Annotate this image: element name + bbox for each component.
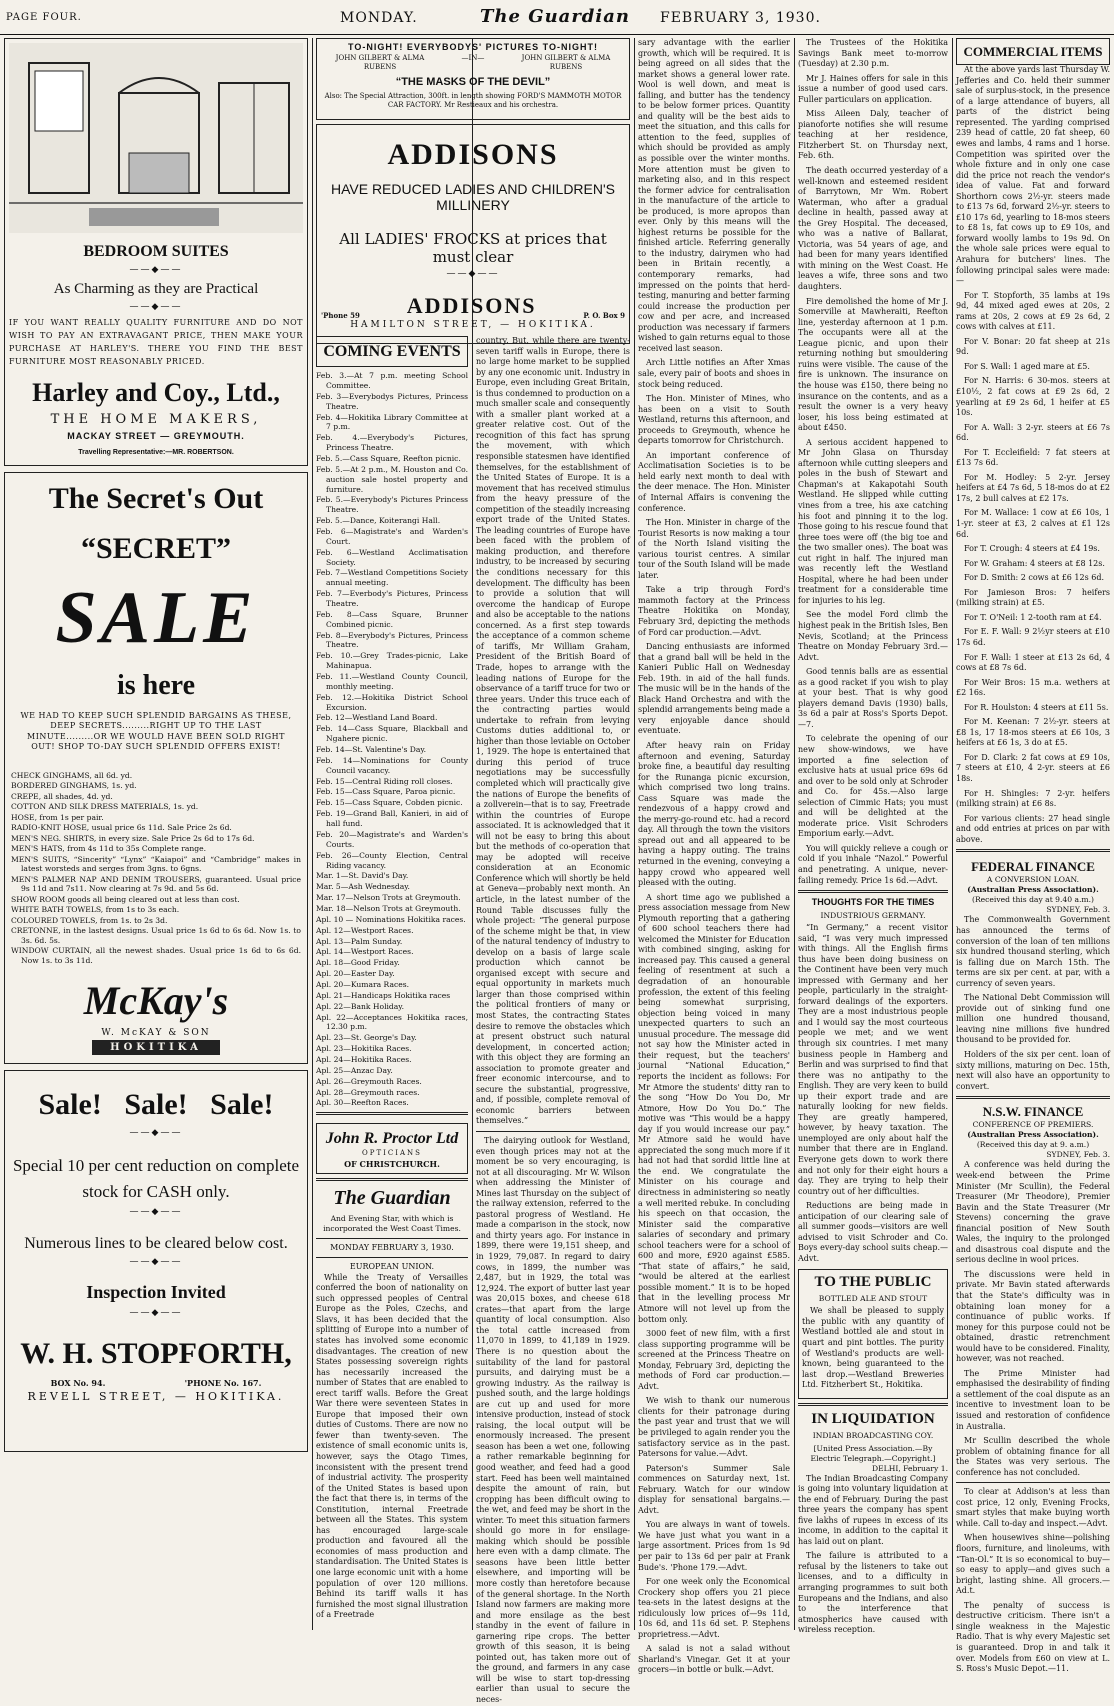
ornament-divider: ——◆——	[129, 1207, 183, 1218]
news-paragraph: We shall be pleased to supply the public with any quantity of Westland bottled ale and stout in quart and pint bottles. The purity of Westland's products are well-known, being guaranteed to the last drop.—Westland Breweries Ltd. Fitzherbert St., Hokitika.	[802, 1306, 944, 1390]
guardian-dateline: MONDAY FEBRUARY 3, 1930.	[330, 1242, 454, 1252]
divider	[316, 1238, 468, 1239]
news-paragraph: You are always in want of towels. We have just what you want in a large assortment. Prices from 1s 9d per pair to 13s 6d per pair at Frank Bude's. 'Phone 179.—Advt.	[638, 1520, 790, 1572]
ornament-divider: ——◆——	[129, 302, 183, 313]
stock-sale-item: For V. Bonar: 20 fat sheep at 21s 9d.	[956, 336, 1110, 357]
sale-items-list	[11, 771, 301, 965]
addisons-name: ADDISONS	[387, 138, 559, 171]
ornament-divider: ——◆——	[446, 269, 500, 280]
stopforth-inspection: Inspection Invited	[86, 1282, 226, 1303]
pictures-cast-left: JOHN GILBERT & ALMA RUBENS	[335, 53, 425, 72]
masthead-title: The Guardian	[480, 6, 630, 27]
event-item: Feb. 8—Cass Square, Brunner Combined picnic.	[316, 609, 468, 629]
news-paragraph: To celebrate the opening of our new show-windows, we have imported a fine selection of exclusive hats at usual price 69s 6d and over to be sold only at Schroder and Co. for 45s.—Also large selection of Cimmic Hats; you must and will be delighted at the moderate price. Visit Schroders Emporium early.—Advt.	[798, 734, 948, 839]
public-notice	[798, 1269, 948, 1399]
news-paragraph: For one week only the Economical Crockery shop offers you 21 piece tea-sets in the latest designs at the ridiculously low prices of—9s 11d, 10s 6d, and 11s 6d set. P. Stephens proprietress.—Advt.	[638, 1577, 790, 1639]
mckay-logo-sub: W. McKAY & SON	[101, 1028, 211, 1038]
news-paragraph: The Commonwealth Government has announced the terms of conversion of the loan of ten millions six hundred thousand sterling, which is falling due on March 15th. The terms are six per cent. at par, with a currency of seven years.	[956, 915, 1110, 988]
news-paragraph: A short time ago we published a press association message from New Plymouth reporting that a gathering of 600 school teachers there had welcomed the Minister for Education with combined singing, asking for increased pay. This caused a general feeling of resentment at such a degradation of an honourable profession, the extent of this feeling being somewhat surprising, objection being voiced in many unexpected quarters to such an unusual procedure. The message did not say how the Minister acted in their request, but the teachers' journal “National Education,” reports the incident as follows: For Mr Atmore the students' ditty ran to the song “How Do You Do, Mr Atmore, How Do You Do.” The motive was “This would be a happy day if you would increase our pay.” Mr Atmore said he would have appreciated the song much more if it had not had that sordid little line at the end. We congratulate the Minister on his courage and directness in administering so neatly a well merited rebuke. In concluding his speech on that occasion, the Minister said the comparative salaries of secondary and primary school teachers were for a school of 600 and more, £920 against £585. “That state of affairs,” he said, “would be altered at the earliest possible moment.” It is to be hoped that in the levelling process Mr Atmore will not level up from the bottom only.	[638, 892, 790, 1324]
stock-sale-item: For H. Shingles: 7 2-yr. heifers (milking strain) at £6 8s.	[956, 788, 1110, 809]
news-paragraph: 3000 feet of new film, with a first class supporting programme will be screened at the Princess Theatre on Monday, February 3rd, depicting the methods of Ford car production.—Advt.	[638, 1329, 790, 1391]
event-item: Feb. 5.—Dance, Koiterangi Hall.	[316, 516, 441, 526]
public-title: TO THE PUBLIC	[814, 1273, 932, 1290]
event-item: Feb. 15—Central Riding roll closes.	[316, 776, 453, 786]
event-item: Apl. 25—Anzac Day.	[316, 1065, 393, 1075]
pictures-cast	[320, 54, 626, 72]
events-column	[316, 336, 468, 1630]
event-item: Feb. 4.—Everybody's Pictures, Princess Theatre.	[316, 433, 468, 453]
stock-sale-item: For various clients: 27 head single and odd entries at prices on par with above.	[956, 813, 1110, 844]
mckay-logo-town: HOKITIKA	[92, 1040, 220, 1055]
ornament-divider: ——◆——	[129, 1308, 183, 1319]
proctor-town: OF CHRISTCHURCH.	[344, 1158, 440, 1169]
thoughts-sub: INDUSTRIOUS GERMANY.	[820, 910, 926, 920]
pictures-heading: TO-NIGHT! EVERYBODYS' PICTURES TO-NIGHT!	[348, 42, 598, 52]
column-rule	[794, 38, 795, 1630]
event-item: Apl. 23—St. George's Day.	[316, 1033, 417, 1043]
event-item: Apl. 20—Easter Day.	[316, 969, 395, 979]
divider	[956, 849, 1110, 852]
stock-sale-item: For T. O'Neil: 1 2-tooth ram at £4.	[964, 612, 1102, 622]
news-paragraph: See the model Ford climb the highest peak in the British Isles, Ben Nevis, Scotland; at the Princess Theatre on Monday February 3rd.—Advt.	[798, 610, 948, 662]
stopforth-address: REVELL STREET, — HOKITIKA.	[27, 1390, 285, 1404]
event-item: Feb. 5.—Everybody's Pictures Princess Theatre.	[316, 495, 468, 515]
stock-sale-item: For T. Stopforth, 35 lambs at 19s 9d, 44 mixed aged ewes at 20s, 2 rams at 20s, 2 cows at £9 2s 6d, 2 cows with calves at £11.	[956, 290, 1110, 332]
event-item: Feb. 8—Everybody's Pictures, Princess Theatre.	[316, 630, 468, 650]
news-paragraph: Mr J. Haines offers for sale in this issue a number of good used cars. Fuller particulars on application.	[798, 73, 948, 104]
event-item: Feb. 11.—Westland County Council, monthly meeting.	[316, 672, 468, 691]
news-paragraph: The failure is attributed to a refusal by the listeners to take out licenses, and to a difficulty in arranging programmes to suit both Europeans and the Indians, and also to the interference that atmospherics have caused with wireless reception.	[798, 1551, 948, 1635]
stopforth-phone: 'PHONE No. 167.	[184, 1377, 262, 1388]
nsw-dateline: SYDNEY, Feb. 3.	[1046, 1150, 1110, 1160]
page-number: PAGE FOUR.	[6, 12, 82, 23]
stock-sale-item: For Jamieson Bros: 7 heifers (milking strain) at £5.	[956, 587, 1110, 608]
secret-heading: The Secret's Out	[48, 482, 264, 515]
event-item: Feb. 14—Nominations for County Council vacancy.	[316, 755, 468, 775]
addisons-frocks: All LADIES' FROCKS at prices that must clear	[339, 230, 607, 267]
is-here-heading: is here	[116, 669, 196, 701]
secret-subheading: “SECRET”	[80, 531, 232, 565]
stock-sale-item: For Weir Bros: 15 m.a. wethers at £2 16s.	[956, 677, 1110, 698]
news-paragraph: A salad is not a salad without Sharland's Vinegar. Get it at your grocers—in bottle or bulk.—Advt.	[638, 1644, 790, 1675]
news-paragraph: When housewives shine—polishing floors, furniture, and linoleums, with “Tan-Ol.” It is so economical to buy—so easy to apply—and gives such a bright, lasting shine. All grocers.—Ad.t.	[956, 1533, 1110, 1596]
stock-sale-item: For N. Harris: 6 30-mos. steers at £10½, 2 fat cows at £9 2s 6d, 2 yearling at £9 2s 6d, 1 heifer at £5 10s.	[956, 376, 1110, 418]
event-item: Feb. 14—Cass Square, Blackball and Ngahere picnic.	[316, 724, 468, 744]
news-paragraph: A conference was held during the week-end between the Prime Minister (Mr Scullin), the Federal Treasurer (Mr Theodore), Premier Bavin and the State Treasurer (Mr Stevens) concerning the grave financial position of New South Wales, the inquiry to the prolonged and disastrous coal dispute and the serious decline in wool prices.	[956, 1160, 1110, 1265]
event-item: Mar. 1—St. David's Day.	[316, 871, 409, 881]
sale-item: MEN'S NEG. SHIRTS, in every size. Sale Price 2s 6d to 17s 6d.	[11, 833, 255, 843]
sale-item: WHITE BATH TOWELS, from 1s to 3s each.	[11, 905, 180, 915]
event-item: Feb. 15—Cass Square, Cobden picnic.	[316, 798, 463, 808]
sale-item: CREPE, all shades, 4d. yd.	[11, 791, 113, 801]
stock-sale-item: For S. Wall: 1 aged mare at £5.	[964, 361, 1090, 371]
event-item: Feb. 3—Everybodys Pictures, Princess Theatre.	[316, 391, 468, 411]
news-paragraph: Miss Aileen Daly, teacher of pianoforte notifies she will resume teaching at her residence, Fitzherbert St. on Thursday next, Feb. 6th.	[798, 109, 948, 161]
commercial-column	[956, 38, 1110, 1674]
news-paragraph: You will quickly relieve a cough or cold if you inhale “Nazol.” Powerful and penetrating. A unique, never-failing remedy. Price 1s 6d.—Advt.	[798, 843, 948, 885]
news-paragraph: The Trustees of the Hokitika Savings Bank meet to-morrow (Tuesday) at 2.30 p.m.	[798, 38, 948, 69]
pictures-title: “THE MASKS OF THE DEVIL”	[395, 76, 551, 89]
federal-source: (Australian Press Association).	[967, 885, 1099, 895]
sale-item: BORDERED GINGHAMS, 1s. yd.	[11, 781, 137, 791]
harley-address: MACKAY STREET — GREYMOUTH.	[67, 430, 245, 441]
nsw-sub: CONFERENCE OF PREMIERS.	[972, 1120, 1094, 1130]
column-rule	[634, 38, 635, 1630]
federal-sub: A CONVERSION LOAN.	[986, 875, 1080, 885]
event-item: Apl. 28—Greymouth races.	[316, 1087, 420, 1097]
event-item: Apl. 12—Westport Races.	[316, 925, 414, 935]
stock-sale-item: For D. Clark: 2 fat cows at £9 10s, 7 steers at £10, 4 2-yr. steers at £6 18s.	[956, 752, 1110, 783]
harley-advert	[4, 38, 308, 466]
news-paragraph: Fire demolished the home of Mr J. Somerville at Mawheraiti, Reefton line, yesterday afternoon at 1 p.m. The occupants were all at the League picnic, and upon their returning nothing but smouldering ruins were visible. The cause of the fire is unknown. The insurance on the house was £150, there being no insurance on the contents, and as a result the owner is a very heavy loser, his loss being estimated at about £450.	[798, 296, 948, 433]
divider	[316, 1112, 468, 1115]
sale-item: MEN'S PALMER NAP AND DENIM TROUSERS, guaranteed. Usual price 9s 11d and 7s11. Now clearing at 7s 9d. and 5s 6d.	[11, 874, 301, 894]
event-item: Feb. 15—Cass Square, Paroa picnic.	[316, 787, 456, 797]
event-item: Apl. 21—Handicaps Hokitika races	[316, 990, 451, 1000]
divider	[316, 1178, 468, 1181]
ornament-divider: ——◆——	[129, 264, 183, 275]
news-paragraph: Dancing enthusiasts are informed that a grand ball will be held in the Kanieri Public Hall on Wednesday Feb. 19th. in aid of the hall funds. The music will be in the hands of the Black Hand Orchestra and with the splendid arrangements being made a very enjoyable dance should eventuate.	[638, 642, 790, 736]
news-paragraph: sary advantage with the earlier growth, which will be required. It is being agreed on all sides that the market shows a general lower rate. Wool is well down, and meat is falling, and butter has the tendency to be below former prices. Quantity and quality will be the best aids to meet the situation, and this calls for attention to the feed, supplies of which should be provided as amply as possible over the winter months. More attention must be given to marketing also, and in this respect the former advice for centralisation in the manufacture of the article to be produced, is more apropos than ever. Only by this means will the highest returns be possible for the finished article. Referring generally to the industry, dairymen who had been in Britain recently, a contemporary remarks, had impressed on the points that herd-testing, manuring and better farming could increase the production per cow and per acre, and increased production was necessary if farmers wished to gain returns equal to those received last season.	[638, 38, 790, 353]
news-paragraph: To clear at Addison's at less than cost price, 12 only, Evening Frocks, smart styles that make buying worth while. Call to-day and inspect.—Advt.	[956, 1487, 1110, 1528]
local-news-column	[638, 38, 791, 1675]
divider	[476, 1131, 630, 1132]
sale-item: MEN'S HATS, from 4s 11d to 35s Complete range.	[11, 844, 207, 854]
event-item: Feb. 4—Hokitika Library Committee at 7 p.m.	[316, 412, 468, 432]
event-item: Apl. 10 — Nominations Hokitika races.	[316, 914, 466, 924]
stock-sale-item: For F. Wall: 1 steer at £13 2s 6d, 4 cows at £8 7s 6d.	[956, 652, 1110, 673]
event-item: Feb. 26—County Election, Central Riding vacancy.	[316, 850, 468, 870]
banner-ads	[316, 38, 630, 338]
federal-received: (Received this day at 9.40 a.m.)	[971, 895, 1094, 905]
event-item: Feb. 12.—Hokitika District School Excursion.	[316, 692, 468, 712]
event-item: Apl. 26—Greymouth Races.	[316, 1076, 422, 1086]
divider	[956, 1096, 1110, 1099]
events-list	[316, 371, 468, 1108]
sale-item: RADIO-KNIT HOSE, usual price 6s 11d. Sale Price 2s 6d.	[11, 823, 232, 833]
public-sub: BOTTLED ALE AND STOUT	[818, 1294, 928, 1304]
event-item: Feb. 3.—At 7 p.m. meeting School Committee.	[316, 371, 468, 390]
thoughts-title: THOUGHTS FOR THE TIMES	[811, 897, 935, 908]
harley-body: IF YOU WANT REALLY QUALITY FURNITURE AND DO NOT WISH TO PAY AN EXTRAVAGANT PRICE, THEN MAKE YOUR PURCHASE AT HARLEY'S. THERE YOU FIND THE BEST FURNITURE MOST REASONABLY PRICED.	[9, 318, 303, 366]
event-item: Feb. 19—Grand Ball, Kanieri, in aid of hall fund.	[316, 809, 468, 829]
dairying-paragraph: The dairying outlook for Westland, even though prices may not at the moment be so very encouraging, is not at all discouraging. Mr W. Wilson when addressing the Minister of Mines last Thursday on the subject of the railway extension, referred to the pastoral progress of Westland. He made a comparison in the stock, now and thirty years ago. For instance in 1899, there were 19,151 sheep, and in 1929, 79,087. In regard to dairy cows, in 1899, the number was 2,487, but in 1929, the total was 12,924. The export of butter last year was 20,015 boxes, and cheese 618 crates—that apart from the large quantity of local consumption. Also the total cattle increased from 11,070 in 1899, to 41,189 in 1929. There is no question about the suitability of the land for pastoral pursuits, and dairying must be a growing industry. As the railway is pushed south, and the large holdings are cut up and used for more intensive production, instead of stock raising, the local output will be enormously increased. The present season has been a wet one, following a rather remarkable beginning for good weather, and feed had a good start. Feed has been well maintained despite the amount of rain, but cropping has been difficult owing to the wet, and feed may be short in the winter. To meet this situation farmers should go more in for ensilage-making which should be possible here even with a damp climate. The seasons have been little better elsewhere, and importing will be more costly than heretofore because of the general shortage. In the North Island now farmers are making more and more ensilage as the best standby in the event of failure in garnering ripe crops. The better growth of this season, it is being pointed out, has taken more out of the ground, and farmers in any case will be wise to start top-dressing earlier than usual to secure the neces-	[476, 1136, 630, 1704]
stock-sale-item: For T. Eccleifield: 7 fat steers at £13 7s 6d.	[956, 447, 1110, 468]
masthead-date: FEBRUARY 3, 1930.	[660, 10, 821, 26]
news-paragraph: Reductions are being made in anticipation of our clearing sale of all summer goods—visitors are well advised to visit Schroder and Co. Boys every-day school suits cheap.—Advt.	[798, 1201, 948, 1263]
proctor-name: John R. Proctor Ltd	[325, 1130, 459, 1148]
pictures-advert	[316, 38, 630, 120]
stopforth-contact	[11, 1378, 301, 1389]
event-item: Feb. 5.—Cass Square, Reefton picnic.	[316, 453, 461, 463]
stock-sale-item: For A. Wall: 3 2-yr. steers at £6 7s 6d.	[956, 422, 1110, 443]
news-paragraph: Mr Scullin described the whole problem of obtaining finance for all the States was very serious. The conference has not concluded.	[956, 1436, 1110, 1477]
news-paragraph: Paterson's Summer Sale commences on Saturday next, 1st. February. Watch for our window display for sensational bargains.—Advt.	[638, 1463, 790, 1515]
ornament-divider: ——◆——	[129, 1127, 183, 1138]
news-paragraph: The Hon. Minister of Mines, who has been on a visit to South Westland, returns this afternoon, and proceeds to Greymouth, whence he departs tomorrow for Christchurch.	[638, 394, 791, 446]
event-item: Apl. 22—Bank Holiday.	[316, 1001, 405, 1011]
news-paragraph: The Hon. Minister in charge of the Tourist Resorts is now making a tour of the North Island visiting the various tourist centres. A similar tour of the South Island will be made later.	[638, 518, 790, 580]
divider	[798, 1403, 948, 1406]
event-item: Feb. 10.—Grey Trades-picnic, Lake Mahinapua.	[316, 651, 468, 671]
stock-sale-item: For D. Smith: 2 cows at £6 12s 6d.	[964, 573, 1104, 583]
sale-item: CHECK GINGHAMS, all 6d. yd.	[11, 771, 133, 780]
stock-sale-item: For E. F. Wall: 9 2½yr steers at £10 17s 6d.	[956, 627, 1110, 647]
news-paragraph: The death occurred yesterday of a well-known and esteemed resident of Barrytown, Mr Wm. Robert Waterman, who after a gradual decline in health, passed away at the Grey Hospital. The deceased, who was a native of Ballarat, Victoria, was 54 years of age, and had been for many years identified with mining on the West Coast. He leaves a wife, three sons and two daughters.	[798, 166, 948, 292]
news-paragraph: The penalty of success is destructive criticism. There isn't a single weakness in the Majestic Radio. That is why every Majestic set is guaranteed. Drop in and talk it over. Models from £60 on view at L. S. Ross's Music Depot.—11.	[956, 1600, 1110, 1674]
stopforth-advert	[4, 1070, 308, 1452]
divider	[956, 1482, 1110, 1483]
bedroom-suite-illustration	[9, 43, 303, 233]
divider	[316, 1257, 468, 1258]
stopforth-discount: Special 10 per cent reduction on complete stock for CASH only.	[12, 1156, 300, 1201]
masthead-day: MONDAY.	[340, 10, 418, 26]
sales-list	[956, 291, 1110, 846]
event-item: Feb. 6—Westland Acclimatisation Society.	[316, 547, 468, 567]
guardian-title: The Guardian	[333, 1187, 451, 1210]
news-paragraph: Arch Little notifies an After Xmas sale, every pair of boots and shoes in stock being reduced.	[638, 358, 790, 389]
stock-sale-item: For W. Graham: 4 steers at £8 12s.	[964, 558, 1105, 568]
editorial-column	[476, 336, 630, 1704]
proctor-advert	[316, 1123, 468, 1174]
stock-sale-item: For T. Crough: 4 steers at £4 19s.	[964, 544, 1100, 554]
guardian-sub: And Evening Star, with which is incorporated the West Coast Times.	[323, 1213, 461, 1233]
sale-intro: WE HAD TO KEEP SUCH SPLENDID BARGAINS AS THESE, DEEP SECRETS.........RIGHT UP TO THE LAST MINUTE.........OR WE WOULD HAVE BEEN SOLD RIGHT OUT! SHOP TO-DAY SUCH SPLENDID OFFERS EXIST!	[20, 710, 292, 752]
news-paragraph: At the above yards last Thursday W. Jefferies and Co. held their summer sale of surplus-stock, in the presence of a large attendance of buyers, all parts of the district being represented. The yarding comprised 239 head of cattle, 20 fat sheep, 60 ewes and lambs, 4 rams and 1 horse. Competition was spirited over the whole fixture and in only one case did the price not reach the vendor's idea of value. Fat and forward Shorthorn cows 2½-yr. steers made to £13 7s 6d, forward 2½-yr. steers to £10 17s 6d, yearling to 18-mos steers to £8 1s, fat cows up to £9 10s, and forward woolly lambs to 19s 9d. On the whole sale prices were equal to Arahura for butchers' lines. The following principal sales were made:—	[956, 65, 1110, 286]
nsw-received: (Received this day at 9. a.m.)	[976, 1140, 1090, 1150]
event-item: Apl. 13—Palm Sunday.	[316, 936, 403, 946]
event-item: Mar. 5—Ash Wednesday.	[316, 882, 410, 892]
pictures-cast-right: JOHN GILBERT & ALMA RUBENS	[521, 53, 611, 72]
stock-sale-item: For M. Hodley: 5 2-yr. Jersey heifers at £4 7s 6d, 5 18-mos do at £2 17s, 2 bull calves at £2 17s.	[956, 472, 1110, 503]
events-title: COMING EVENTS	[316, 336, 468, 367]
event-item: Mar. 18—Nelson Trots at Greymouth.	[316, 903, 461, 913]
stopforth-sale-heading: Sale! Sale! Sale!	[38, 1088, 274, 1121]
liquidation-dateline: DELHI, February 1.	[872, 1463, 948, 1473]
pictures-also: Also: The Special Attraction, 300ft. in length showing FORD'S MAMMOTH MOTOR CAR FACTORY. Mr Restieaux and his orchestra.	[324, 91, 622, 110]
harley-sub: THE HOME MAKERS,	[50, 411, 262, 427]
sale-item: WINDOW CURTAIN, all the newest shades. Usual price 1s 6d to 6s 6d. Now 1s. to 3s 11d.	[11, 946, 301, 965]
sale-item: COLOURED TOWELS, from 1s. to 2s 3d.	[11, 915, 168, 925]
mckay-logo	[11, 975, 301, 1055]
event-item: Feb. 20—Magistrate's and Warden's Courts.	[316, 829, 468, 849]
page-masthead	[0, 0, 1114, 35]
nsw-title: N.S.W. FINANCE	[982, 1104, 1084, 1120]
event-item: Feb. 5.—At 2 p.m., M. Houston and Co. auction sale hostel property and furniture.	[316, 464, 468, 494]
news-column-five	[798, 38, 948, 1635]
liquidation-sub: INDIAN BROADCASTING COY.	[812, 1431, 934, 1441]
news-paragraph: Take a trip through Ford's mammoth factory at the Princess Theatre Hokitika on Monday, February 3rd, depicting the methods of Ford car production.—Advt.	[638, 585, 790, 637]
event-item: Feb. 7—Westland Competitions Society annual meeting.	[316, 568, 468, 588]
event-item: Feb. 12—Westland Land Board.	[316, 713, 438, 723]
addisons-footer	[321, 291, 625, 320]
editorial-paragraph: While the Treaty of Versailles conferred the boon of nationality on such oppressed peoples of Central Europe as the Poles, Czechs, and Slavs, it has been decided that the splitting of Europe into a number of states has involved some economic disadvantages. The creation of new States possessing sovereign rights has necessarily increased the number of States that are enabled to erect tariff walls. Before the Great War there were seventeen States in Europe that imposed their own duties of Customs. There are now no fewer than twenty-seven. The existence of small economic units is, however, says the Otago Times, inconsistent with the present trend of industrial activity. The prosperity of the United States is based upon the fact that there is, in terms of the Constitution, internal Freetrade between all the States. This system has encouraged large-scale production and favoured all the economies of mass production and standardisation. The United States is one large economic unit with a home population of over 120 millions. Behind its tariff walls it has furnished the most signal illustration of a Freetrade	[316, 1272, 468, 1620]
event-item: Feb. 6—Magistrate's and Warden's Court.	[316, 527, 468, 546]
stock-sale-item: For M. Keenan: 7 2½-yr. steers at £8 1s, 17 18-mos steers at £6 10s, 3 heifers at £6 1s, 3 do at £5.	[956, 717, 1110, 748]
harley-tagline: As Charming as they are Practical	[53, 280, 259, 297]
pictures-in: —IN—	[461, 53, 485, 62]
addisons-phone: 'Phone 59	[321, 310, 360, 320]
event-item: Feb. 7—Everbody's Pictures, Princess Theatre.	[316, 589, 468, 609]
nsw-source: (Australian Press Association).	[967, 1130, 1099, 1140]
liquidation-title: IN LIQUIDATION	[811, 1410, 935, 1427]
event-item: Apl. 18—Good Friday.	[316, 958, 400, 968]
editorial-paragraph: country. But, while there are twenty-seven tariff walls in Europe, there is no large home market to be supplied by any one economic unit. Industry in Europe, even including Great Britain, is thus condemned to production on a much smaller scale and consequently with a smaller plant worked at a greater relative cost. Out of the recognition of this fact has sprung the movement, with which responsible statesmen have identified themselves, for the establishment of the United States of Europe. It is a movement that has received stimulus from the heavy pressure of the competition of the steadily increasing export trade of the United States. The leading countries of Europe have been faced with the problem of making production, and therefore industry, to be increased by securing the conditions necessary for this development. The difficulty has been to provide a solution that will overcome the handicap of Europe and also be acceptable to the nations concerned. As a first step towards the acceptance of a common scheme of tariffs, Mr William Graham, President of the British Board of Trade, hopes to arrange with the leading nations of Europe for the observance of a tariff truce for two or three years. Under this truce each of the contracting parties would undertake to refrain from levying Customs duties additional to, or higher than those leviable on October 1, 1929. The hope is entertained that during this period of truce negotiations may be successfully completed which will practically give the nations of Europe the benefits of a zollverein—that is to say, Freetrade within the countries of Europe associated. It is acknowledged that it will not be easy to bring this about but the methods of co-operation that may be adopted will receive consideration at an Economic Conference which will shortly be held at Geneva—probably next month. An article, in the latest number of the Round Table discusses fully the whole project: “The general purpose of the scheme might be that, in view of the natural tendency of industry to develop on a basis of large scale production which cannot be organised except with secure and equal opportunity in markets much larger than those comprised within the political frontiers of many or most States, the contracting States desire to remove the obstacles which at present obstruct such natural development, in concerted action; with this object they are forming an association to promote greater and freer economic intercourse, and to secure the substantial, progressive, and, if possible, complete removal of economic barriers between themselves.”	[476, 336, 630, 1126]
sale-item: MEN'S SUITS, “Sincerity” “Lynx” “Kaiapoi” and “Cambridge” makes in latest worsteds and serges from 3gns. to 6gns.	[11, 854, 301, 874]
harley-firm: Harley and Coy., Ltd.,	[32, 378, 280, 408]
news-paragraph: A serious accident happened to Mr John Glasa on Thursday afternoon while cutting sleepers and poles in the bush of Stewart and Chapman's at Kakapotahi South Westland. He slipped while cutting vines from a tree, his axe catching his foot and pinning it to the log. Those going to his rescue found that three toes were off (the big toe and the two smaller ones). The boat was cut right in half. The injured man was recently left the Westland Hospital, where he had been under treatment for a considerable time for injuries to his leg.	[798, 437, 948, 605]
addisons-millinery: HAVE REDUCED LADIES AND CHILDREN'S MILLINERY	[330, 180, 616, 214]
harley-rep: Travelling Representative:—MR. ROBERTSON.	[78, 448, 234, 456]
stock-sale-item: For M. Wallace: 1 cow at £6 10s, 1 1-yr. steer at £3, 2 calves at £1 12s 6d.	[956, 508, 1110, 539]
stock-sale-item: For R. Houlston: 4 steers at £11 5s.	[964, 702, 1109, 712]
news-paragraph: We wish to thank our numerous clients for their patronage during the past year and trust that we will be privileged to again render you the satisfactory service as in the past. Patersons for value.—Advt.	[638, 1396, 790, 1459]
event-item: Apl. 14—Westport Races.	[316, 947, 414, 957]
news-paragraph: After heavy rain on Friday afternoon and evening, Saturday broke fine, a beautiful day resulting for the Runanga picnic excursion, which comprised two long trains. Cass Square was made the rendezvous of a happy crowd and the merry-go-round etc. had a record day. All through the town the visitors spread out and all appeared to be having a happy outing. The trains returned in the evening, conveying a happy crowd who appeared well pleased with the outing.	[638, 741, 790, 888]
addisons-box: P. O. Box 9	[583, 310, 625, 320]
sale-script-heading: SALE	[55, 577, 257, 660]
mckay-logo-text: McKay's	[83, 978, 229, 1024]
ad-column-left	[4, 38, 308, 1630]
event-item: Apl. 23—Hokitika Races.	[316, 1044, 412, 1054]
federal-dateline: SYDNEY, Feb. 3.	[1046, 905, 1110, 915]
proctor-sub: OPTICIANS	[362, 1149, 422, 1158]
news-paragraph: The discussions were held in private. Mr Bavin stated afterwards that the State's difficulty was in obtaining loan money for a continuance of public works. If money for this purpose could not be obtained, drastic retrenchment would have to be considered. Finality, however, was not reached.	[956, 1269, 1110, 1364]
news-paragraph: Holders of the six per cent. loan of sixty millions, maturing on Dec. 15th, next will also have an opportunity to convert.	[956, 1050, 1110, 1091]
news-paragraph: The Indian Broadcasting Company is going into voluntary liquidation at the end of February. During the past three years the company has spent five lakhs of rupees in excess of its income, in addition to the capital it has laid out on plant.	[798, 1473, 948, 1546]
stopforth-clearance: Numerous lines to be cleared below cost.	[24, 1235, 288, 1253]
column-rule	[952, 38, 953, 1630]
news-paragraph: The National Debt Commission will provide out of sinking fund one million one hundred thousand, leaving nine millions five hundred thousand to be provided for.	[956, 993, 1110, 1045]
liquidation-source: [United Press Association.—By Electric Telegraph.—Copyright.]	[810, 1443, 936, 1463]
event-item: Apl. 24—Hokitika Races.	[316, 1054, 412, 1064]
sale-item: CRETONNE, in the lastest designs. Usual price 1s 6d to 6s 6d. Now 1s. to 3s. 6d. 5s.	[11, 926, 301, 945]
mckay-sale-advert	[4, 472, 308, 1064]
addisons-address: HAMILTON STREET, — HOKITIKA.	[350, 320, 596, 331]
addisons-advert	[316, 124, 630, 344]
sale-item: COTTON AND SILK DRESS MATERIALS, 1s. yd.	[11, 802, 199, 812]
commercial-title: COMMERCIAL ITEMS	[956, 38, 1110, 65]
sale-item: SHOW ROOM goods all being cleared out at less than cost.	[11, 894, 240, 904]
event-item: Apl. 22—Acceptances Hokitika races, 12.30 p.m.	[316, 1012, 468, 1032]
ornament-divider: ——◆——	[129, 1257, 183, 1268]
addisons-name-footer: ADDISONS	[406, 293, 537, 319]
stopforth-name: W. H. STOPFORTH,	[20, 1336, 292, 1370]
event-item: Apl. 30—Reefton Races.	[316, 1098, 409, 1108]
editorial-head: EUROPEAN UNION.	[349, 1262, 435, 1272]
event-item: Feb. 14—St. Valentine's Day.	[316, 745, 427, 755]
event-item: Apl. 20—Kumara Races.	[316, 979, 410, 989]
column-rule	[312, 38, 313, 1630]
news-paragraph: An important conference of Acclimatisation Societies is to be held early next month to deal with the deer menace. The Hon. Minister of Internal Affairs is convening the conference.	[638, 450, 790, 513]
news-paragraph: The Prime Minister had emphasised the desirability of finding a settlement of the coal dispute as an incentive to investment loan to be issued and restoration of confidence in Australia.	[956, 1368, 1110, 1431]
divider	[798, 890, 948, 893]
sale-item: HOSE, from 1s per pair.	[11, 812, 104, 822]
harley-title: BEDROOM SUITES	[83, 242, 229, 260]
news-paragraph: “In Germany,” a recent visitor said, “I was very much impressed with things. All the English firms thus have been doing business on the Continent have been very much impressed with Germany and her people, particularly in the straight-forward dealings of the exporters. They are a most industrious people and I would say the most courteous people we met; and we went through six countries. I met many business people in Hamberg and Berlin and was surprised to find that there was no antipathy to the English. They are very keen to build up their export trade and are naturally looking for new fields. They are greatly hampered, however, by heavy taxation. The unemployed are only about half the number that there are in England. Everyone gets down to work there and not only for their eight hours a day. They are trying to help their country out of her difficulties.	[798, 923, 948, 1196]
federal-title: FEDERAL FINANCE	[971, 859, 1095, 875]
event-item: Mar. 17—Nelson Trots at Greymouth.	[316, 893, 461, 903]
news-paragraph: Good tennis balls are as essential as a good racket if you wish to play at your best. That is why good players demand Davis (1930) balls, 3s 6d a pair at Ross's Sports Depot.—7.	[798, 667, 948, 729]
stopforth-box: BOX No. 94.	[50, 1377, 106, 1388]
